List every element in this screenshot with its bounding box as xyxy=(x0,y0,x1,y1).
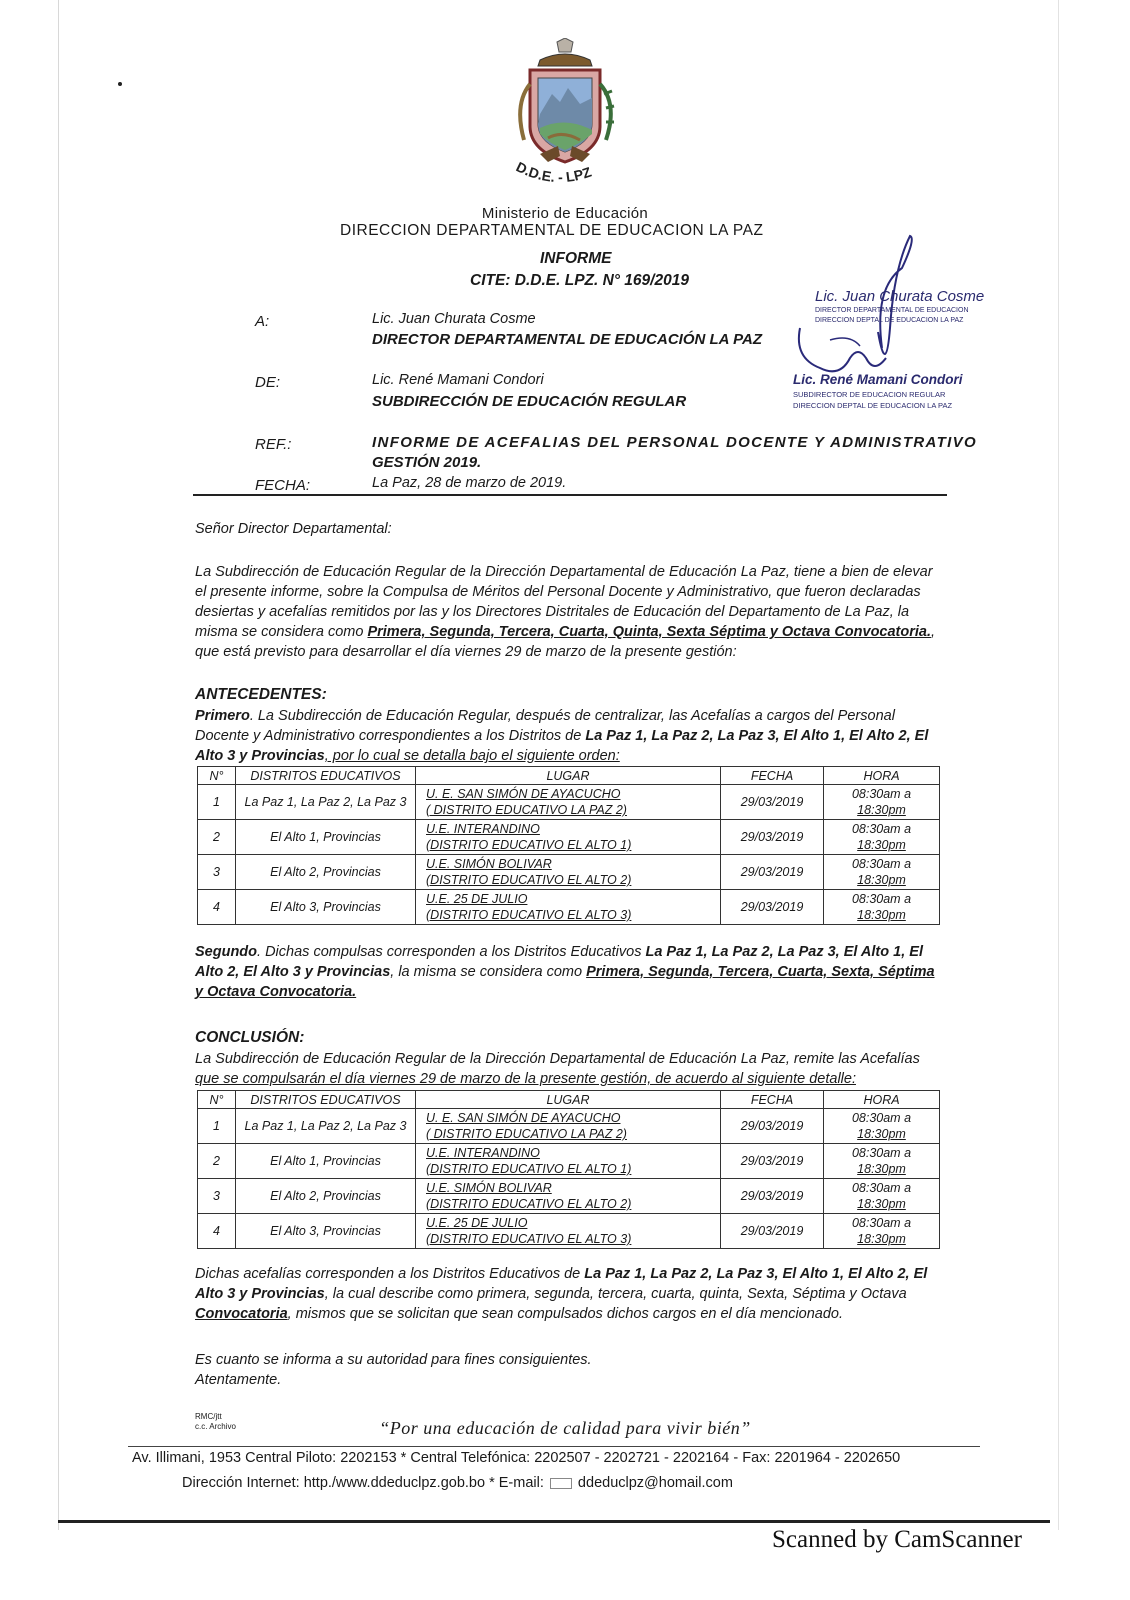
ministry-name: Ministerio de Educación xyxy=(481,205,649,222)
col-distritos: DISTRITOS EDUCATIVOS xyxy=(236,767,416,785)
cell-n: 1 xyxy=(198,1109,236,1144)
col-distritos: DISTRITOS EDUCATIVOS xyxy=(236,1091,416,1109)
footer-web: Dirección Internet: http./www.ddeduclpz.gob.bo * E-mail: ddeduclpz@homail.com xyxy=(182,1475,733,1491)
col-fecha: FECHA xyxy=(721,1091,824,1109)
from-name: Lic. René Mamani Condori xyxy=(372,372,544,388)
stamp-director-line-2: DIRECCION DEPTAL DE EDUCACION LA PAZ xyxy=(815,317,964,324)
scan-edge-left xyxy=(58,0,59,1530)
table-row xyxy=(198,1214,940,1249)
direction-name: DIRECCION DEPARTAMENTAL DE EDUCACION LA PAZ xyxy=(340,222,764,239)
from-label: DE: xyxy=(255,374,281,391)
header-divider xyxy=(193,494,947,496)
final-paragraph xyxy=(195,1264,950,1324)
cell-hora: 08:30am a 18:30pm xyxy=(824,820,940,855)
antecedentes-line: Alto 3 y Provincias, por lo cual se detalla bajo el siguiente orden: xyxy=(195,748,620,764)
cell-hora: 08:30am a 18:30pm xyxy=(824,890,940,925)
cell-fecha: 29/03/2019 xyxy=(721,890,824,925)
conclusion-paragraph xyxy=(195,1049,950,1089)
conclusion-line: La Subdirección de Educación Regular de la Dirección Departamental de Educación La Paz, remite las Acefalías xyxy=(195,1051,920,1067)
segundo-line: y Octava Convocatoria. xyxy=(195,984,357,1000)
stamp-subdirector-line-1: SUBDIRECTOR DE EDUCACION REGULAR xyxy=(793,390,946,399)
final-line: Dichas acefalías corresponden a los Distritos Educativos de La Paz 1, La Paz 2, La Paz 3, El Alto 1, El Alto 2, El xyxy=(195,1266,928,1282)
antecedentes-line: Primero. La Subdirección de Educación Regular, después de centralizar, las Acefalías a cargos del Personal xyxy=(195,708,895,724)
table-header-row xyxy=(198,767,940,785)
footer-address: Av. Illimani, 1953 Central Piloto: 2202153 * Central Telefónica: 2202507 - 2202721 - 2202164 - Fax: 2201964 - 2202650 xyxy=(132,1450,901,1466)
svg-text:D.D.E. - LPZ: D.D.E. - LPZ xyxy=(513,158,594,186)
cell-fecha: 29/03/2019 xyxy=(721,1214,824,1249)
ref-line-1: INFORME DE ACEFALIAS DEL PERSONAL DOCENTE Y ADMINISTRATIVO xyxy=(372,434,978,451)
cell-hora: 08:30am a 18:30pm xyxy=(824,855,940,890)
convocatoria-list: Primera, Segunda, Tercera, Cuarta, Quinta, Sexta Séptima y Octava Convocatoria. xyxy=(367,624,932,640)
intro-paragraph xyxy=(195,562,950,662)
final-line: Convocatoria, mismos que se solicitan que sean compulsados dichos cargos en el día mencionado. xyxy=(195,1306,844,1322)
cell-fecha: 29/03/2019 xyxy=(721,1179,824,1214)
document-type: INFORME xyxy=(540,250,612,267)
cell-lugar: U.E. SIMÓN BOLIVAR (DISTRITO EDUCATIVO EL ALTO 2) xyxy=(416,855,721,890)
cite-number: CITE: D.D.E. LPZ. N° 169/2019 xyxy=(470,272,689,289)
cell-hora: 08:30am a 18:30pm xyxy=(824,1179,940,1214)
table-row xyxy=(198,1179,940,1214)
cell-lugar: U.E. INTERANDINO (DISTRITO EDUCATIVO EL ALTO 1) xyxy=(416,820,721,855)
col-hora: HORA xyxy=(824,1091,940,1109)
footer-divider xyxy=(128,1446,980,1447)
cell-lugar: U.E. SIMÓN BOLIVAR (DISTRITO EDUCATIVO EL ALTO 2) xyxy=(416,1179,721,1214)
table-row xyxy=(198,1109,940,1144)
table-header-row xyxy=(198,1091,940,1109)
col-fecha: FECHA xyxy=(721,767,824,785)
stamp-subdirector-name: Lic. René Mamani Condori xyxy=(793,372,963,387)
email-icon xyxy=(550,1478,572,1489)
antecedentes-line: Docente y Administrativo correspondientes a los Distritos de La Paz 1, La Paz 2, La Paz 3, El Alto 1, El Alto 2, El xyxy=(195,728,929,744)
stamp-subdirector-line-2: DIRECCION DEPTAL DE EDUCACION LA PAZ xyxy=(793,401,953,410)
stamp-director-name: Lic. Juan Churata Cosme xyxy=(815,288,985,305)
cell-fecha: 29/03/2019 xyxy=(721,1109,824,1144)
conclusion-line: que se compulsarán el día viernes 29 de marzo de la presente gestión, de acuerdo al siguiente detalle: xyxy=(195,1071,856,1087)
cell-n: 2 xyxy=(198,1144,236,1179)
conclusion-heading: CONCLUSIÓN: xyxy=(195,1029,305,1046)
cell-fecha: 29/03/2019 xyxy=(721,785,824,820)
cell-distritos: La Paz 1, La Paz 2, La Paz 3 xyxy=(236,1109,416,1144)
salutation: Señor Director Departamental: xyxy=(195,521,392,537)
col-lugar: LUGAR xyxy=(416,767,721,785)
cell-fecha: 29/03/2019 xyxy=(721,820,824,855)
table-row xyxy=(198,785,940,820)
cell-hora: 08:30am a 18:30pm xyxy=(824,1109,940,1144)
closing-line: Atentamente. xyxy=(195,1372,282,1388)
table-row xyxy=(198,890,940,925)
col-lugar: LUGAR xyxy=(416,1091,721,1109)
cell-distritos: El Alto 2, Provincias xyxy=(236,1179,416,1214)
intro-line: que está previsto para desarrollar el día viernes 29 de marzo de la presente gestión: xyxy=(195,644,737,660)
intro-line: misma se considera como Primera, Segunda, Tercera, Cuarta, Quinta, Sexta Séptima y Octava Convocatoria., xyxy=(195,624,936,640)
segundo-paragraph xyxy=(195,942,950,1002)
stamp-director-line-1: DIRECTOR DEPARTAMENTAL DE EDUCACION xyxy=(815,307,969,314)
cell-n: 1 xyxy=(198,785,236,820)
cell-n: 3 xyxy=(198,855,236,890)
scanner-watermark: Scanned by CamScanner xyxy=(772,1526,1022,1553)
to-name: Lic. Juan Churata Cosme xyxy=(372,311,536,327)
closing-block xyxy=(195,1350,950,1390)
cell-lugar: U. E. SAN SIMÓN DE AYACUCHO ( DISTRITO EDUCATIVO LA PAZ 2) xyxy=(416,1109,721,1144)
to-label: A: xyxy=(255,313,270,330)
cell-distritos: El Alto 1, Provincias xyxy=(236,1144,416,1179)
reference-initials: RMC/jtt c.c. Archivo xyxy=(195,1412,236,1431)
from-title: SUBDIRECCIÓN DE EDUCACIÓN REGULAR xyxy=(372,393,687,410)
final-line: Alto 3 y Provincias, la cual describe como primera, segunda, tercera, cuarta, quinta, Sexta, Séptima y Octava xyxy=(195,1286,907,1302)
table-row xyxy=(198,855,940,890)
cell-n: 4 xyxy=(198,1214,236,1249)
ref-line-2: GESTIÓN 2019. xyxy=(372,454,482,471)
intro-line: La Subdirección de Educación Regular de la Dirección Departamental de Educación La Paz, tiene a bien de elevar xyxy=(195,564,933,580)
date-label: FECHA: xyxy=(255,477,311,494)
col-n: N° xyxy=(198,1091,236,1109)
cell-hora: 08:30am a 18:30pm xyxy=(824,1144,940,1179)
cell-lugar: U.E. 25 DE JULIO (DISTRITO EDUCATIVO EL ALTO 3) xyxy=(416,890,721,925)
cell-lugar: U.E. INTERANDINO (DISTRITO EDUCATIVO EL ALTO 1) xyxy=(416,1144,721,1179)
cell-hora: 08:30am a 18:30pm xyxy=(824,1214,940,1249)
cell-n: 2 xyxy=(198,820,236,855)
col-hora: HORA xyxy=(824,767,940,785)
table-body xyxy=(198,785,940,925)
cell-distritos: El Alto 3, Provincias xyxy=(236,1214,416,1249)
table-body xyxy=(198,1109,940,1249)
table-row xyxy=(198,1144,940,1179)
cell-n: 3 xyxy=(198,1179,236,1214)
table-row xyxy=(198,820,940,855)
districts-table-1 xyxy=(197,766,940,925)
ref-label: REF.: xyxy=(255,436,292,453)
scan-speck xyxy=(118,82,122,86)
intro-line: desiertas y acefalías remitidos por las y los Directores Distritales de Educación del Departamento de La Paz, la xyxy=(195,604,910,620)
intro-line: el presente informe, sobre la Compulsa de Méritos del Personal Docente y Administrativo, que fueron declaradas xyxy=(195,584,921,600)
bottom-rule xyxy=(58,1520,1050,1523)
col-n: N° xyxy=(198,767,236,785)
cell-fecha: 29/03/2019 xyxy=(721,855,824,890)
to-title: DIRECTOR DEPARTAMENTAL DE EDUCACIÓN LA PAZ xyxy=(372,331,763,348)
cell-lugar: U.E. 25 DE JULIO (DISTRITO EDUCATIVO EL ALTO 3) xyxy=(416,1214,721,1249)
scan-edge-right xyxy=(1058,0,1059,1530)
cell-lugar: U. E. SAN SIMÓN DE AYACUCHO ( DISTRITO EDUCATIVO LA PAZ 2) xyxy=(416,785,721,820)
cell-n: 4 xyxy=(198,890,236,925)
cell-distritos: El Alto 2, Provincias xyxy=(236,855,416,890)
districts-table-2 xyxy=(197,1090,940,1249)
cell-distritos: El Alto 3, Provincias xyxy=(236,890,416,925)
closing-line: Es cuanto se informa a su autoridad para fines consiguientes. xyxy=(195,1352,592,1368)
motto: “Por una educación de calidad para vivir bién” xyxy=(379,1418,751,1438)
antecedentes-paragraph xyxy=(195,706,950,766)
antecedentes-heading: ANTECEDENTES: xyxy=(195,686,327,703)
cell-fecha: 29/03/2019 xyxy=(721,1144,824,1179)
cell-distritos: La Paz 1, La Paz 2, La Paz 3 xyxy=(236,785,416,820)
segundo-line: Alto 2, El Alto 3 y Provincias, la misma se considera como Primera, Segunda, Tercera, Cuarta, Sexta, Séptima xyxy=(195,964,935,980)
cell-hora: 08:30am a 18:30pm xyxy=(824,785,940,820)
cell-distritos: El Alto 1, Provincias xyxy=(236,820,416,855)
date-value: La Paz, 28 de marzo de 2019. xyxy=(372,475,567,491)
segundo-line: Segundo. Dichas compulsas corresponden a los Distritos Educativos La Paz 1, La Paz 2, La Paz 3, El Alto 1, El xyxy=(195,944,923,960)
seal-caption xyxy=(500,158,620,192)
